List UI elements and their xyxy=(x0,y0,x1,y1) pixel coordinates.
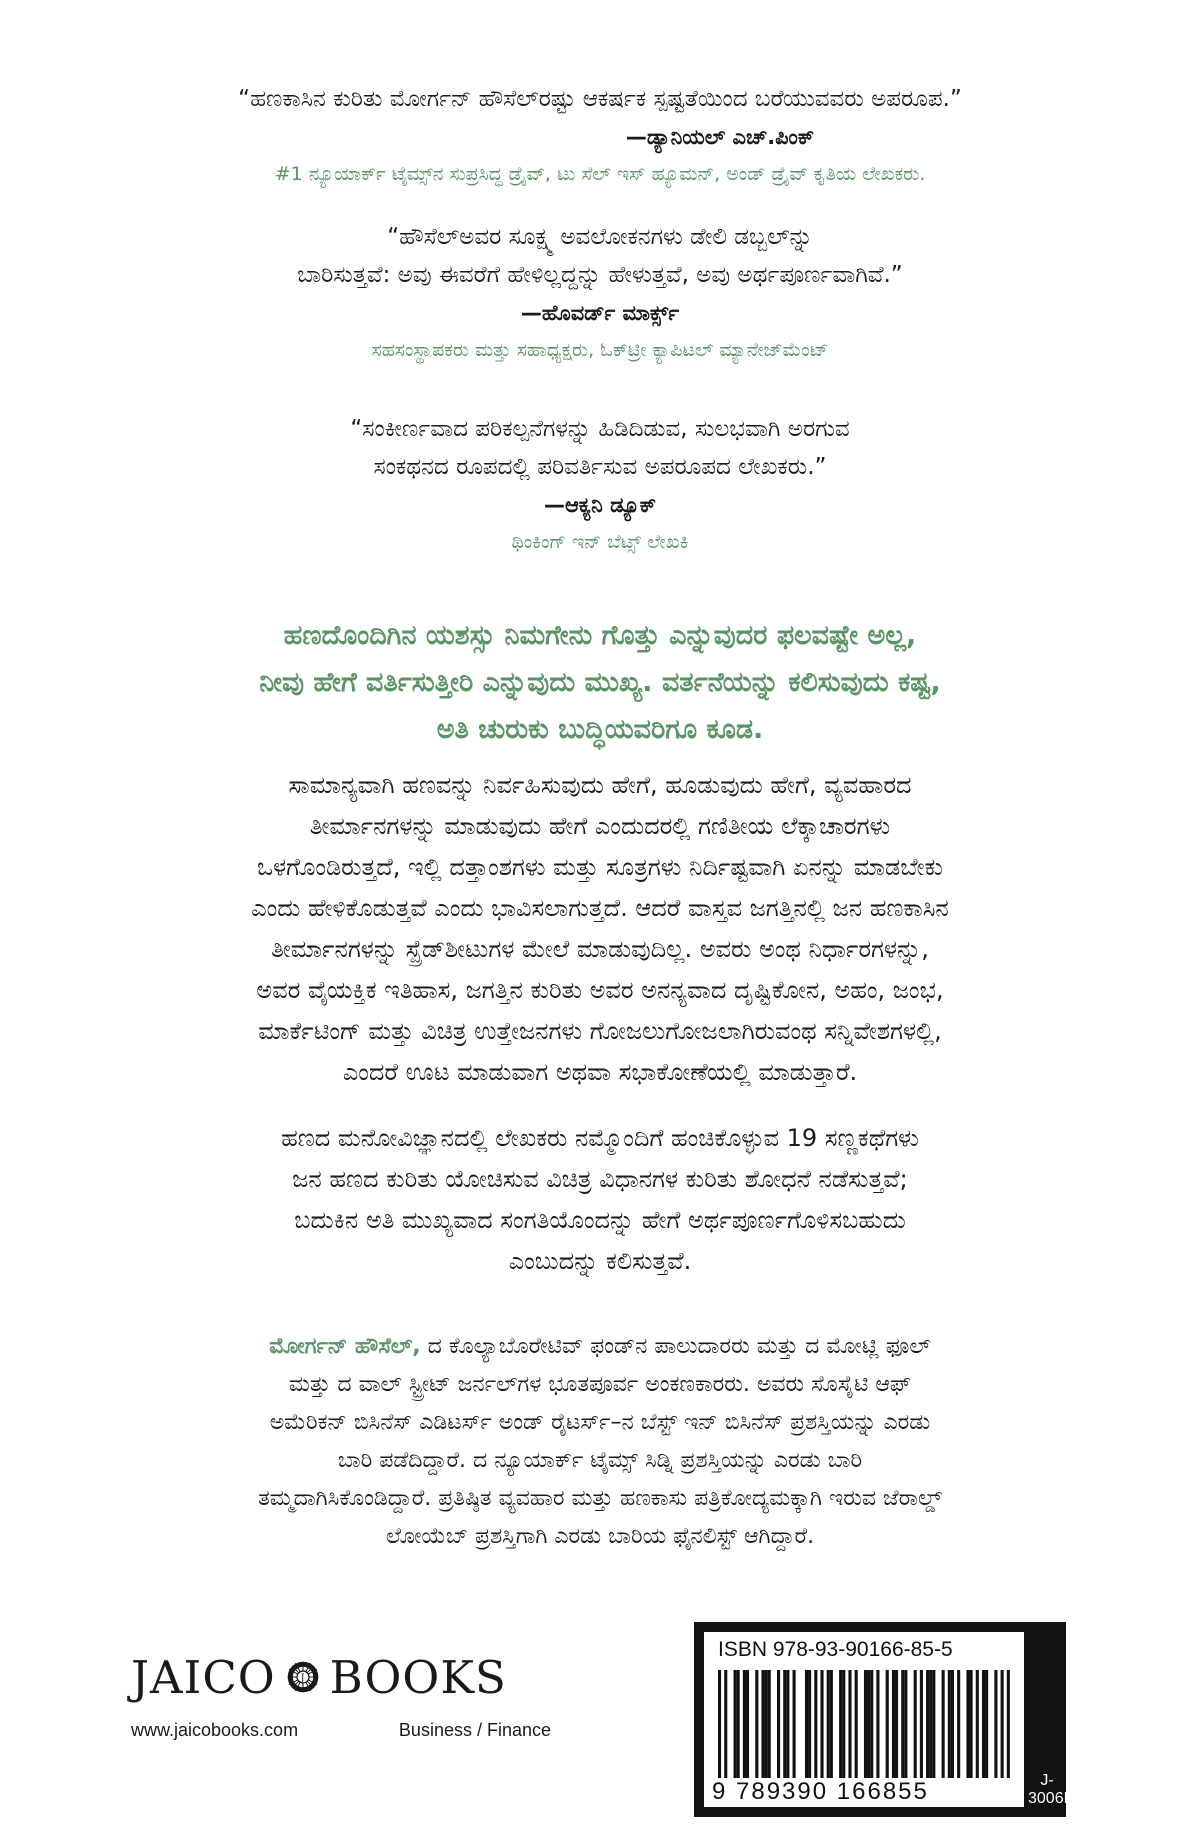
publisher-name-left: JAICO xyxy=(131,1650,276,1704)
quote-author: —ಹೊವರ್ಡ್ ಮಾರ್ಕ್ಸ್ xyxy=(520,301,680,325)
paragraph-line: ಬದುಕಿನ ಅತಿ ಮುಖ್ಯವಾದ ಸಂಗತಿಯೊಂದನ್ನು ಹೇಗೆ ಅರ್ಥಪೂರ್ಣಗೊಳಿಸಬಹುದು xyxy=(294,1206,906,1234)
author-name: ಮೋರ್ಗನ್ ಹೌಸೆಲ್, xyxy=(269,1334,421,1359)
barcode-panel xyxy=(704,1632,1024,1807)
paragraph-line: ಎಂಬುದನ್ನು ಕಲಿಸುತ್ತವೆ. xyxy=(508,1247,692,1275)
paragraph-line: ತೀರ್ಮಾನಗಳನ್ನು ಮಾಡುವುದು ಹೇಗೆ ಎಂದುದರಲ್ಲಿ ಗಣಿತೀಯ ಲೆಕ್ಕಾಚಾರಗಳು xyxy=(309,812,891,840)
description-paragraph-2 xyxy=(150,1118,1050,1282)
author-bio xyxy=(150,1328,1050,1556)
description-paragraph-1 xyxy=(150,765,1050,1093)
quote-text: ಬಾರಿಸುತ್ತವೆ: ಅವು ಈವರೆಗೆ ಹೇಳಿಲ್ಲದ್ದನ್ನು ಹೇಳುತ್ತವೆ, ಅವು ಅರ್ಥಪೂರ್ಣವಾಗಿವೆ.” xyxy=(297,262,903,288)
paragraph-line: ಒಳಗೊಂಡಿರುತ್ತದೆ, ಇಲ್ಲಿ ದತ್ತಾಂಶಗಳು ಮತ್ತು ಸೂತ್ರಗಳು ನಿರ್ದಿಷ್ಟವಾಗಿ ಏನನ್ನು ಮಾಡಬೇಕು xyxy=(257,853,943,881)
paragraph-line: ಎಂದರೆ ಊಟ ಮಾಡುವಾಗ ಅಥವಾ ಸಭಾಕೋಣೆಯಲ್ಲಿ ಮಾಡುತ್ತಾರೆ. xyxy=(342,1058,858,1086)
quote-1 xyxy=(0,80,1200,190)
quote-author: —ಆಕ್ಯನಿ ಡ್ಯೂಕ್ xyxy=(543,493,657,517)
quote-author-role: ಸಹಸಂಸ್ಥಾಪಕರು ಮತ್ತು ಸಹಾಧ್ಯಕ್ಷರು, ಓಕ್‌ಟ್ರೀ ಕ್ಯಾಪಿಟಲ್ ಮ್ಯಾನೇಜ್‌ಮೆಂಟ್ xyxy=(371,339,829,361)
isbn-barcode xyxy=(694,1622,1075,1817)
bio-line: ಅಮೆರಿಕನ್ ಬಿಸಿನೆಸ್ ಎಡಿಟರ್ಸ್ ಅಂಡ್ ರೈಟರ್ಸ್‌–ನ ಬೆಸ್ಟ್ ಇನ್ ಬಿಸಿನೆಸ್ ಪ್ರಶಸ್ತಿಯನ್ನು ಎರಡು xyxy=(269,1410,931,1435)
tagline-line: ಅತಿ ಚುರುಕು ಬುದ್ಧಿಯವರಿಗೂ ಕೂಡ. xyxy=(436,714,764,745)
quote-author-role: ಥಿಂಕಿಂಗ್ ಇನ್ ಬೆಟ್ಸ್ ಲೇಖಕಿ xyxy=(511,531,689,553)
paragraph-line: ಮಾರ್ಕೆಟಿಂಗ್ ಮತ್ತು ವಿಚಿತ್ರ ಉತ್ತೇಜನಗಳು ಗೋಜಲುಗೋಜಲಾಗಿರುವಂಥ ಸನ್ನಿವೇಶಗಳಲ್ಲಿ, xyxy=(258,1017,942,1045)
publisher-name-right: BOOKS xyxy=(329,1650,507,1704)
bio-line-text: ದ ಕೊಲ್ಯಾಬೊರೇಟಿವ್ ಫಂಡ್‌ನ ಪಾಲುದಾರರು ಮತ್ತು ದ ಮೋಟ್ಲಿ ಫೂಲ್ xyxy=(420,1334,931,1359)
quote-author: —ಡ್ಯಾನಿಯಲ್ ಎಚ್.ಪಿಂಕ್ xyxy=(625,125,815,149)
publisher-block xyxy=(131,1648,571,1741)
quote-text: ಸಂಕಥನದ ರೂಪದಲ್ಲಿ ಪರಿವರ್ತಿಸುವ ಅಪರೂಪದ ಲೇಖಕರು.” xyxy=(373,454,827,480)
paragraph-line: ಎಂದು ಹೇಳಿಕೊಡುತ್ತವೆ ಎಂದು ಭಾವಿಸಲಾಗುತ್ತದೆ. ಆದರೆ ವಾಸ್ತವ ಜಗತ್ತಿನಲ್ಲಿ ಜನ ಹಣಕಾಸಿನ xyxy=(251,894,949,922)
tagline xyxy=(0,612,1200,753)
paragraph-line: ಜನ ಹಣದ ಕುರಿತು ಯೋಚಿಸುವ ವಿಚಿತ್ರ ವಿಧಾನಗಳ ಕುರಿತು ಶೋಧನೆ ನಡೆಸುತ್ತವೆ; xyxy=(292,1165,908,1193)
paragraph-line: ತೀರ್ಮಾನಗಳನ್ನು ಸ್ಪ್ರೆಡ್‌ಶೀಟುಗಳ ಮೇಲೆ ಮಾಡುವುದಿಲ್ಲ. ಅವರು ಅಂಥ ನಿರ್ಧಾರಗಳನ್ನು, xyxy=(271,935,929,963)
bio-line: ಲೋಯೆಬ್ ಪ್ರಶಸ್ತಿಗಾಗಿ ಎರಡು ಬಾರಿಯ ಫೈನಲಿಸ್ಟ್ ಆಗಿದ್ದಾರೆ. xyxy=(385,1524,815,1549)
jaico-wheel-icon xyxy=(286,1660,320,1694)
isbn-number: ISBN 978-93-90166-85-5 xyxy=(718,1638,953,1661)
barcode-bars xyxy=(718,1670,1013,1778)
quote-author-role: #1 ನ್ಯೂಯಾರ್ಕ್ ಟೈಮ್ಸ್‌ನ ಸುಪ್ರಸಿದ್ಧ ಡ್ರೈವ್, ಟು ಸೆಲ್ ಇಸ್ ಹ್ಯೂಮನ್, ಅಂಡ್ ಡ್ರೈವ್ ಕೃತಿಯ ಲೇಖಕರು. xyxy=(274,163,926,185)
barcode-digits: 9 789390 166855 xyxy=(712,1778,929,1805)
paragraph-line: ಸಾಮಾನ್ಯವಾಗಿ ಹಣವನ್ನು ನಿರ್ವಹಿಸುವುದು ಹೇಗೆ, ಹೂಡುವುದು ಹೇಗೆ, ವ್ಯವಹಾರದ xyxy=(288,771,912,799)
bio-line xyxy=(150,1328,1050,1366)
paragraph-line: ಅವರ ವೈಯಕ್ತಿಕ ಇತಿಹಾಸ, ಜಗತ್ತಿನ ಕುರಿತು ಅವರ ಅನನ್ಯವಾದ ದೃಷ್ಟಿಕೋನ, ಅಹಂ, ಜಂಭ, xyxy=(256,976,944,1004)
quote-text: “ಹೌಸೆಲ್‌ಅವರ ಸೂಕ್ಷ್ಮ ಅವಲೋಕನಗಳು ಡೇಲಿ ಡಬ್ಬಲ್‌ನ್ನು xyxy=(387,224,813,250)
tagline-line: ಹಣದೊಂದಿಗಿನ ಯಶಸ್ಸು ನಿಮಗೇನು ಗೊತ್ತು ಎನ್ನುವುದರ ಫಲವಷ್ಟೇ ಅಲ್ಲ, xyxy=(283,620,917,651)
quote-3 xyxy=(0,410,1200,558)
quote-2 xyxy=(0,218,1200,366)
bio-line: ಮತ್ತು ದ ವಾಲ್ ಸ್ಟ್ರೀಟ್ ಜರ್ನಲ್‌ಗಳ ಭೂತಪೂರ್ವ ಅಂಕಣಕಾರರು. ಅವರು ಸೊಸೈಟಿ ಆಫ್ xyxy=(288,1372,912,1397)
publisher-website: www.jaicobooks.com xyxy=(131,1720,299,1740)
publisher-logo xyxy=(131,1648,571,1706)
quote-text: “ಹಣಕಾಸಿನ ಕುರಿತು ಮೋರ್ಗನ್ ಹೌಸೆಲ್‌ರಷ್ಟು ಆಕರ್ಷಕ ಸ್ಪಷ್ಟತೆಯಿಂದ ಬರೆಯುವವರು ಅಪರೂಪ.” xyxy=(238,86,962,112)
quote-text: “ಸಂಕೀರ್ಣವಾದ ಪರಿಕಲ್ಪನೆಗಳನ್ನು ಹಿಡಿದಿಡುವ, ಸುಲಭವಾಗಿ ಅರಗುವ xyxy=(350,416,850,442)
publisher-meta xyxy=(131,1720,551,1741)
tagline-line: ನೀವು ಹೇಗೆ ವರ್ತಿಸುತ್ತೀರಿ ಎನ್ನುವುದು ಮುಖ್ಯ. ವರ್ತನೆಯನ್ನು ಕಲಿಸುವುದು ಕಷ್ಟ, xyxy=(259,667,941,698)
bio-line: ಬಾರಿ ಪಡೆದಿದ್ದಾರೆ. ದ ನ್ಯೂಯಾರ್ಕ್ ಟೈಮ್ಸ್ ಸಿಡ್ನಿ ಪ್ರಶಸ್ತಿಯನ್ನು ಎರಡು ಬಾರಿ xyxy=(337,1448,863,1473)
paragraph-line: ಹಣದ ಮನೋವಿಜ್ಞಾನದಲ್ಲಿ ಲೇಖಕರು ನಮ್ಮೊಂದಿಗೆ ಹಂಚಿಕೊಳ್ಳುವ 19 ಸಣ್ಣಕಥೆಗಳು xyxy=(281,1124,919,1152)
svg-text:J: J xyxy=(300,1672,305,1684)
bio-line: ತಮ್ಮದಾಗಿಸಿಕೊಂಡಿದ್ದಾರೆ. ಪ್ರತಿಷ್ಠಿತ ವ್ಯವಹಾರ ಮತ್ತು ಹಣಕಾಸು ಪತ್ರಿಕೋದ್ಯಮಕ್ಕಾಗಿ ಇರುವ ಜೆರಾಲ್ಡ್ xyxy=(258,1486,942,1511)
book-category: Business / Finance xyxy=(398,1720,551,1740)
product-code: J-3006K xyxy=(1028,1772,1075,1807)
